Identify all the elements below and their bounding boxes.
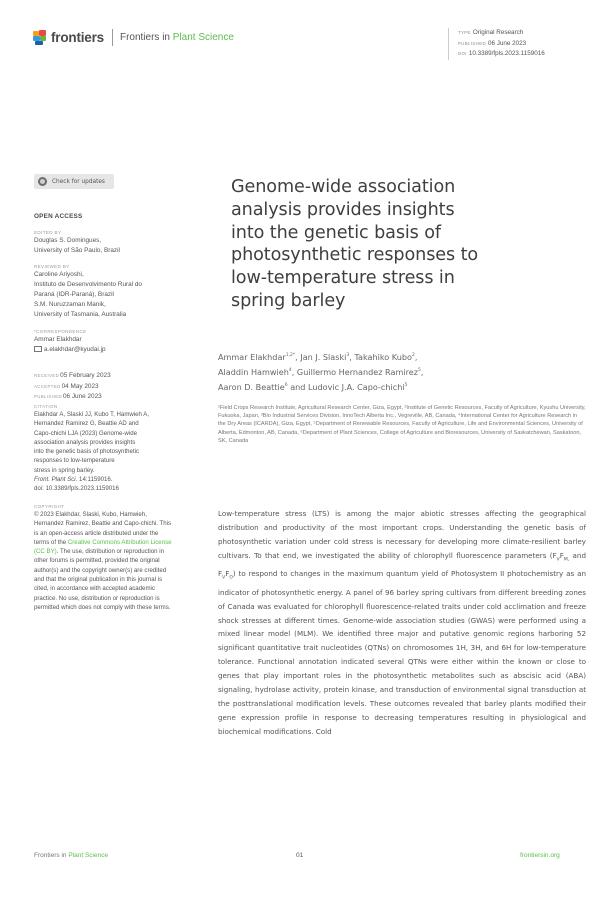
- edited-by-label: EDITED BY: [34, 230, 62, 235]
- editor-name: Douglas S. Domingues,: [34, 237, 102, 244]
- citation-line: Elakhdar A, Slaski JJ, Kubo T, Hamwieh A,: [34, 411, 150, 418]
- reviewed-by-section: [34, 263, 174, 320]
- author-name: Ammar Elakhdar: [218, 352, 286, 362]
- author[interactable]: [308, 382, 407, 392]
- footer-journal-name: Plant Science: [68, 852, 109, 859]
- copyright-text-end: . The use, distribution or reproduction in other forums is permitted, provided the original author(s) and the copyright owner(s) are credited and that the original publication in this journal is cited, in accordance with accepted academic practice. No use, distribution or reproduction is permitted which does not comply with these terms.: [34, 548, 171, 611]
- author-affiliation-marker: 5: [404, 383, 408, 388]
- reviewer-name: Caroline Ariyoshi,: [34, 271, 84, 278]
- author-separator: and: [287, 382, 308, 392]
- author-separator: ,: [349, 352, 355, 362]
- copyright-text-start: © 2023 Elakhdar, Slaski, Kubo, Hamwieh, Hernandez Ramirez, Beattie and Capo-chichi. This is an open-access article distributed under the terms of the: [34, 511, 172, 546]
- correspondence-email[interactable]: [34, 345, 174, 355]
- copyright-text: [34, 510, 174, 612]
- subscript: M,: [563, 557, 570, 563]
- correspondence-name: Ammar Elakhdar: [34, 336, 82, 343]
- author-affiliation-marker: 2: [411, 353, 415, 358]
- logo-divider: [112, 29, 113, 46]
- author-name: Aladdin Hamwieh: [218, 367, 289, 377]
- journal-prefix: Frontiers in: [119, 32, 173, 43]
- date-published: [34, 392, 174, 403]
- published-value: 06 June 2023: [487, 39, 527, 47]
- author[interactable]: [218, 382, 288, 392]
- date-accepted: [34, 382, 174, 393]
- date-value: 05 February 2023: [60, 372, 111, 379]
- cc-license-link[interactable]: Creative Commons Attribution License (CC BY): [34, 538, 172, 556]
- email-address[interactable]: a.elakhdar@kyudai.jp: [44, 346, 106, 353]
- crossmark-icon: [38, 177, 47, 186]
- footer-site-link[interactable]: frontiersin.org: [520, 852, 560, 859]
- date-value: 06 June 2023: [62, 393, 102, 400]
- date-label: ACCEPTED: [34, 383, 61, 389]
- author-affiliation-marker: 3: [346, 353, 350, 358]
- abstract: [218, 507, 586, 739]
- author-separator: ,: [291, 367, 297, 377]
- author-separator: ,: [295, 352, 301, 362]
- doi-link[interactable]: 10.3389/fpls.2023.1159016: [468, 50, 545, 57]
- date-label: RECEIVED: [34, 373, 60, 378]
- dates-section: [34, 371, 174, 403]
- author[interactable]: [218, 367, 292, 377]
- author-name: Takahiko Kubo: [354, 352, 412, 362]
- correspondence-section: [34, 328, 174, 355]
- reviewed-by-label: REVIEWED BY: [34, 264, 70, 269]
- footer-journal-prefix: Frontiers in: [34, 852, 69, 859]
- published-label: PUBLISHED: [458, 40, 486, 46]
- copyright-section: [34, 503, 174, 612]
- article-title: Genome-wide association analysis provides insights into the genetic basis of photosynthetic responses to low-temperature stress in spring barley: [231, 177, 479, 311]
- citation-journal: Front. Plant Sci.: [34, 476, 78, 484]
- subscript: V: [222, 575, 226, 581]
- citation-section: [34, 403, 174, 494]
- check-for-updates-label: Check for updates: [52, 178, 105, 185]
- reviewer-name: S.M. Nuruzzaman Manik,: [34, 301, 106, 308]
- citation-volume: 14:1159016.: [77, 476, 113, 484]
- editor-affiliation: University of São Paulo, Brazil: [34, 247, 120, 254]
- subscript: V: [556, 557, 560, 563]
- reviewer-affiliation: Paraná (IDR-Paraná), Brazil: [34, 291, 114, 298]
- citation-journal-line: [34, 475, 174, 484]
- citation-line: association analysis provides insights: [34, 438, 136, 446]
- abstract-text: F: [559, 550, 564, 560]
- footer-journal: [34, 852, 108, 859]
- reviewer-affiliation: University of Tasmania, Australia: [34, 311, 127, 318]
- citation-line: responses to low-temperature: [34, 457, 115, 465]
- date-received: [34, 371, 174, 382]
- article-doi: [458, 49, 545, 60]
- author-list: [218, 349, 588, 394]
- citation-line: stress in spring barley.: [34, 466, 95, 474]
- citation-line: into the genetic basis of photosynthetic: [34, 448, 140, 456]
- type-value: Original Research: [472, 29, 524, 36]
- open-access-label: OPEN ACCESS: [34, 213, 83, 220]
- frontiers-logo[interactable]: [33, 29, 234, 46]
- citation-label: CITATION: [34, 404, 58, 409]
- copyright-label: COPYRIGHT: [34, 504, 65, 509]
- author-affiliations: ¹Field Crops Research Institute, Agricultural Research Center, Giza, Egypt, ²Institute of Genetic Resources, Faculty of Agriculture, Kyushu University, Fukuoka, Japan, ³Bio Industrial Services Division, InnoTech Alberta Inc., Vegreville, AB, Canada, ⁴International Center for Agriculture Research in the Dry Areas (ICARDA), Giza, Egypt, ⁵Department of Renewable Resources, Faculty of Agriculture, Life and Environmental Sciences, University of Alberta, Edmonton, AB, Canada, ⁶Department of Plant Sciences, College of Agriculture and Bioresources, University of Saskatchewan, Saskatoon, SK, Canada: [218, 405, 586, 444]
- reviewer-affiliation: Instituto de Desenvolvimento Rural do: [34, 281, 142, 288]
- author-name: Ludovic J.A. Capo-chichi: [308, 382, 405, 392]
- citation-line: Capo-chichi LJA (2023) Genome-wide: [34, 429, 137, 437]
- frontiers-logo-icon: [33, 30, 47, 46]
- article-meta: [448, 28, 545, 60]
- author-name: Aaron D. Beattie: [218, 382, 285, 392]
- author-name: Guillermo Hernandez Ramirez: [296, 367, 418, 377]
- article-published: [458, 39, 545, 50]
- author-affiliation-marker: 6: [284, 383, 288, 388]
- date-value: 04 May 2023: [61, 382, 99, 390]
- author[interactable]: [354, 352, 414, 362]
- check-for-updates-button[interactable]: [34, 174, 114, 189]
- type-label: TYPE: [458, 30, 471, 35]
- date-label: PUBLISHED: [34, 394, 62, 399]
- edited-by-section: [34, 229, 174, 256]
- abstract-text: ) to respond to changes in the maximum quantum yield of Photosystem II photochemistry as an indicator of photosynthetic energy. A panel of 96 barley spring cultivars from different breeding zones of Canada was evaluated for chlorophyll fluorescence-related traits under cold acclimation and freeze shock stresses at different times. Genome-wide association studies (GWAS) were performed using a mixed linear model (MLM). We identified three major and putative genomic regions harboring 52 significant quantitative trait nucleotides (QTNs) on chromosomes 1H, 3H, and 6H for low-temperature tolerance. Functional annotation indicated several QTNs were either within the known or close to genes that play important roles in the photosynthetic metabolites such as abscisic acid (ABA) signaling, hydrolase activity, protein kinase, and transduction of environmental signal transduction at the posttranslational modification levels. These outcomes revealed that barley plants modified their gene expression profile in response to decreasing temperatures resulting in physiological and biochemical modifications. Cold: [218, 569, 586, 737]
- author-separator: ,: [414, 352, 418, 362]
- subscript: O: [229, 575, 233, 581]
- abstract-text: and F: [218, 550, 586, 579]
- author[interactable]: [300, 352, 349, 362]
- journal-title: Plant Science: [172, 32, 234, 43]
- citation-doi[interactable]: doi: 10.3389/fpls.2023.1159016: [34, 485, 119, 493]
- abstract-text: Low-temperature stress (LTS) is among the major abiotic stresses affecting the geographical distribution and productivity of the most important crops. Understanding the genetic basis of photosynthetic variation under cold stress is necessary for developing more climate-resilient barley cultivars. To that end, we investigated the ability of chlorophyll fluorescence parameters (F: [218, 509, 586, 560]
- author-separator: ,: [420, 367, 424, 377]
- doi-label: DOI: [458, 51, 467, 56]
- author[interactable]: [218, 352, 295, 362]
- correspondence-label: *CORRESPONDENCE: [34, 329, 87, 334]
- abstract-text: F: [225, 569, 230, 579]
- author[interactable]: [297, 367, 421, 377]
- citation-line: Hernandez Ramirez G, Beattie AD and: [34, 420, 139, 428]
- journal-name[interactable]: [120, 32, 234, 43]
- author-affiliation-marker: 1,2*: [285, 353, 296, 358]
- author-affiliation-marker: 5: [417, 368, 421, 373]
- email-icon: [34, 346, 42, 352]
- author-affiliation-marker: 4: [288, 368, 292, 373]
- brand-name: frontiers: [51, 30, 104, 45]
- page-number: 01: [296, 852, 304, 859]
- article-type: [458, 28, 545, 39]
- author-name: Jan J. Slaski: [300, 352, 347, 362]
